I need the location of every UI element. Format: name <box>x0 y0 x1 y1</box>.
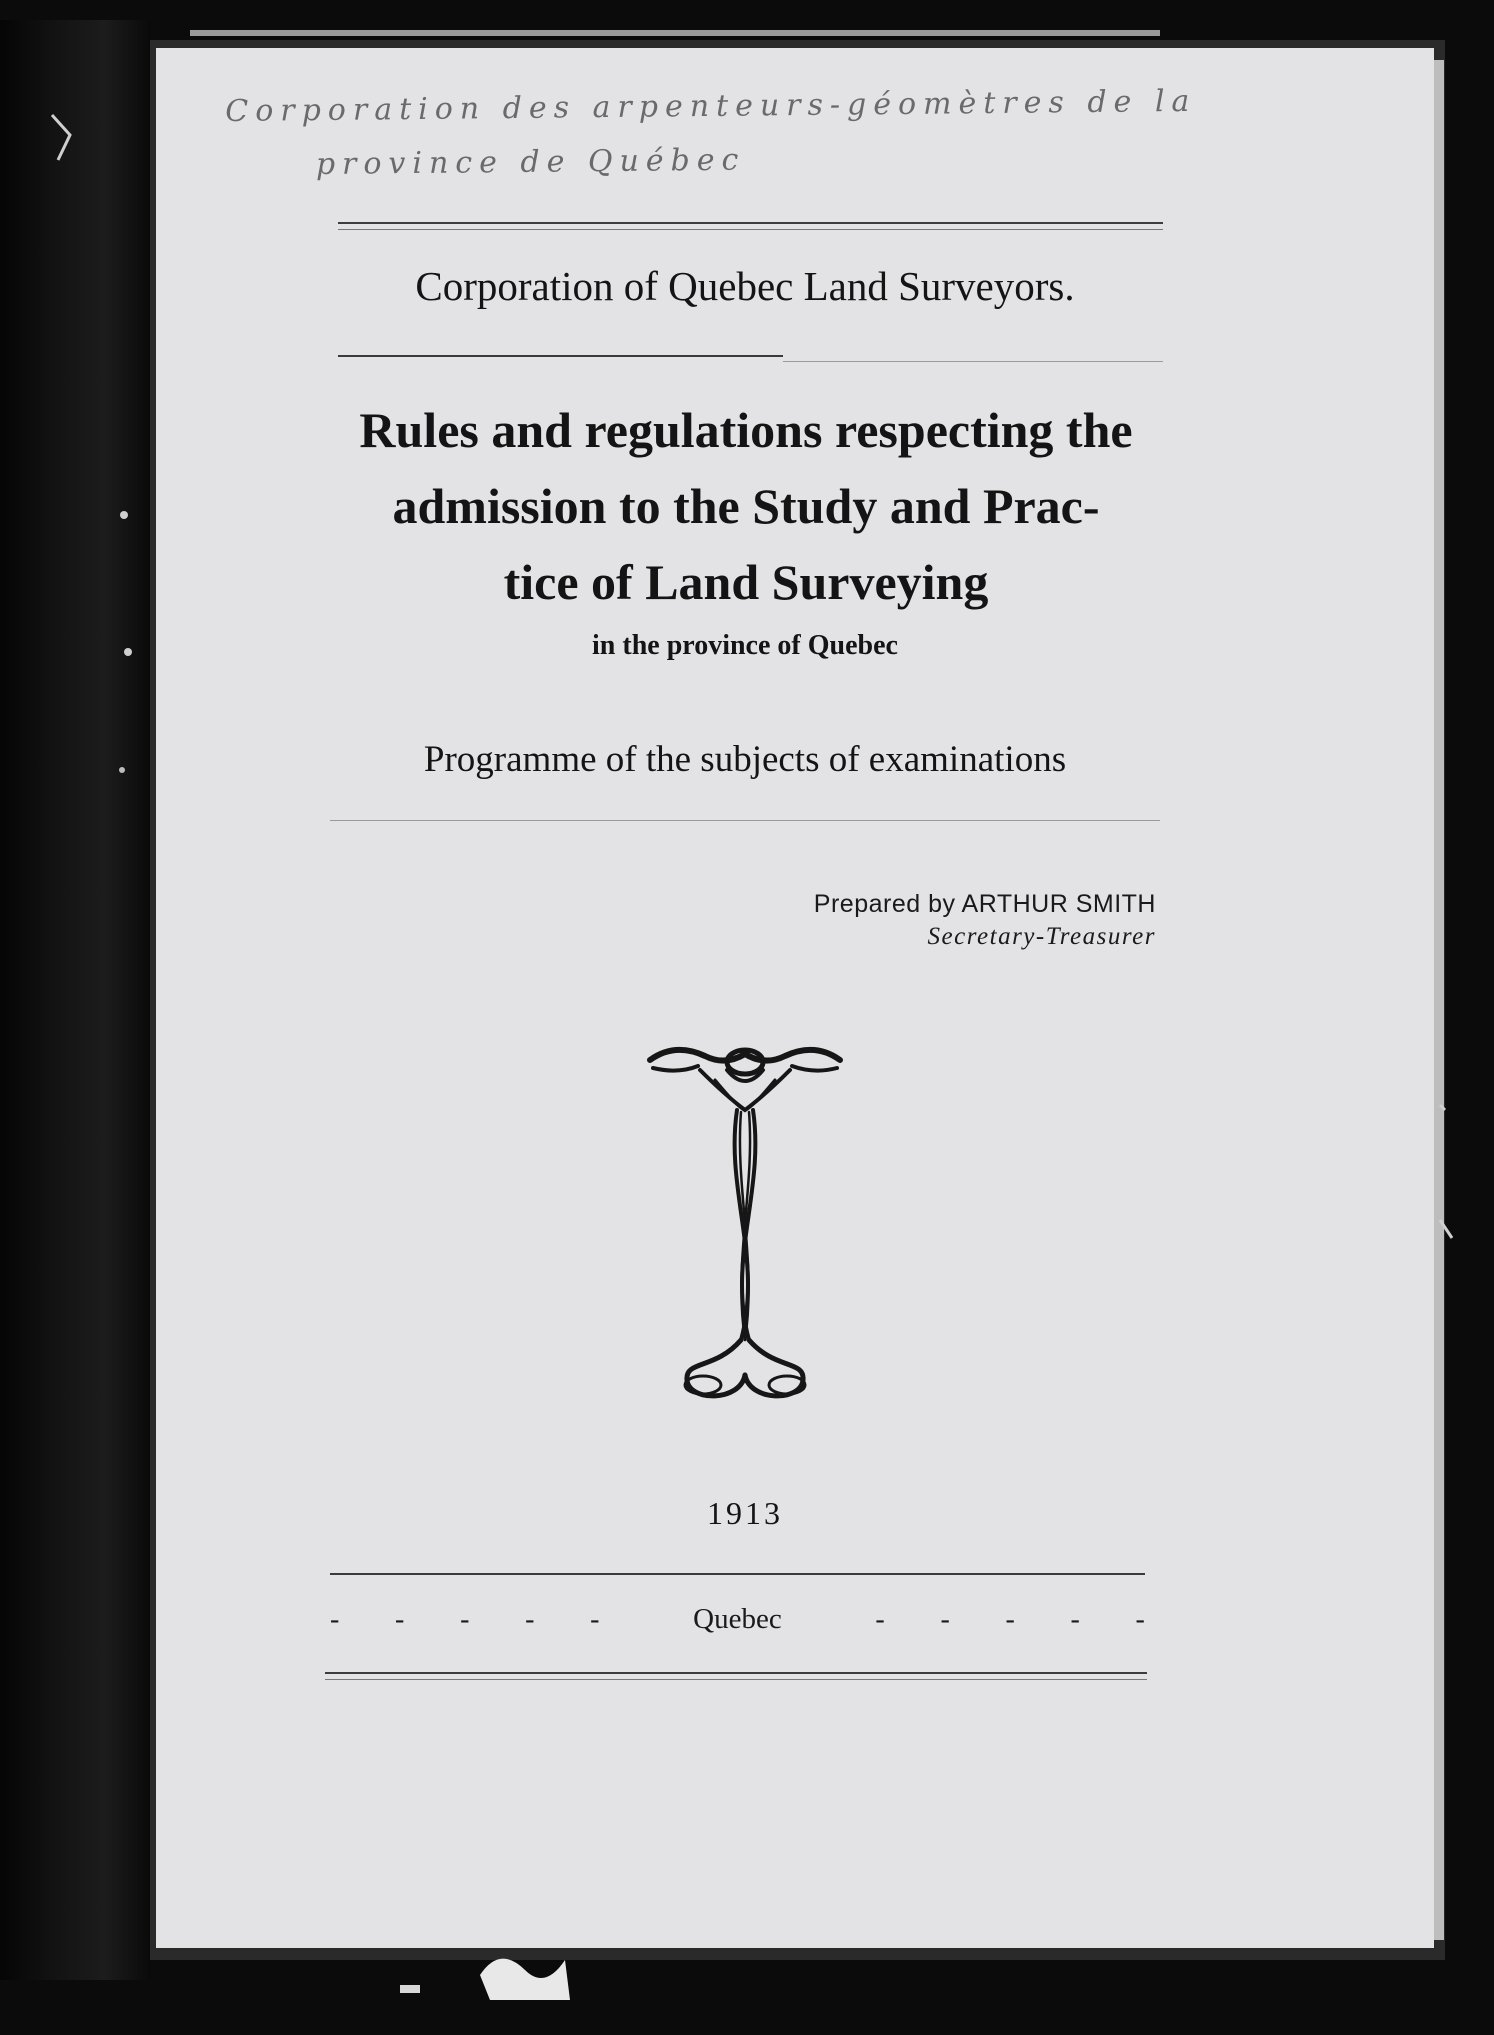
imprint-dash: - <box>875 1603 885 1635</box>
title-line-2: admission to the Study and Prac- <box>392 478 1100 534</box>
document-title <box>316 392 1176 620</box>
publication-year: 1913 <box>707 1495 783 1531</box>
handwritten-annotation <box>225 74 1256 185</box>
imprint-dash: - <box>330 1603 340 1635</box>
imprint-dash: - <box>525 1603 535 1635</box>
prepared-by-line: Prepared by ARTHUR SMITH <box>813 890 1156 918</box>
corporation-underline <box>338 355 783 357</box>
author-role: Secretary-Treasurer <box>927 923 1156 950</box>
handwriting-line-2: province de Québec <box>315 142 746 183</box>
programme-underline <box>330 820 1160 821</box>
handwriting-line-1: Corporation des arpenteurs-géomètres de la <box>225 83 1197 129</box>
imprint-dash: - <box>590 1603 600 1635</box>
prepared-by-block <box>814 890 1156 951</box>
imprint-bottom-rule <box>325 1672 1147 1674</box>
art-nouveau-ornament-icon <box>645 1040 845 1420</box>
imprint-top-rule <box>330 1573 1145 1575</box>
programme-heading: Programme of the subjects of examinations <box>423 739 1067 780</box>
imprint-dash: - <box>1070 1603 1080 1635</box>
corporation-heading: Corporation of Quebec Land Surveyors. <box>415 263 1075 309</box>
title-line-3: tice of Land Surveying <box>503 554 989 610</box>
imprint-dash: - <box>395 1603 405 1635</box>
corporation-underline-faint <box>783 361 1163 362</box>
title-line-1: Rules and regulations respecting the <box>359 402 1133 458</box>
top-double-rule <box>338 222 1163 224</box>
imprint-place: Quebec <box>693 1603 782 1635</box>
imprint-dash: - <box>1135 1603 1145 1635</box>
imprint-dash: - <box>1005 1603 1015 1635</box>
imprint-dash: - <box>460 1603 470 1635</box>
subtitle-province: in the province of Quebec <box>592 630 898 661</box>
imprint-line <box>330 1603 1145 1636</box>
imprint-dash: - <box>940 1603 950 1635</box>
